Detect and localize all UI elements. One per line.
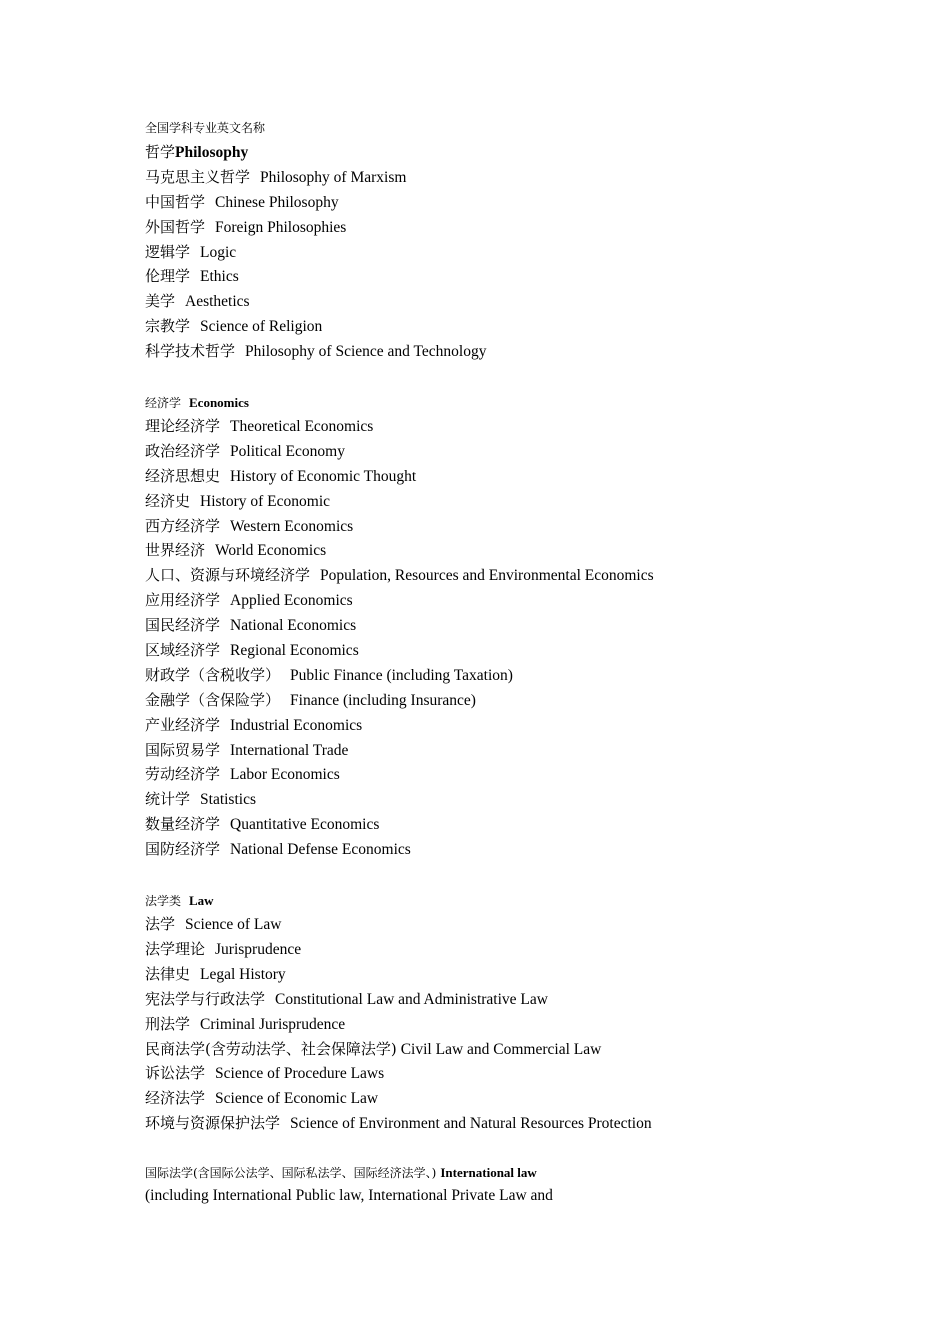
heading-cn: 国际法学(含国际公法学、国际私法学、国际经济法学、) bbox=[145, 1166, 437, 1181]
item-en: Jurisprudence bbox=[215, 940, 302, 958]
section-spacer bbox=[145, 364, 905, 392]
item-en: History of Economic bbox=[200, 492, 331, 510]
item-en: World Economics bbox=[215, 542, 327, 560]
heading-en: Law bbox=[189, 893, 214, 909]
item-en: History of Economic Thought bbox=[230, 467, 417, 485]
heading-cn: 法学类 bbox=[145, 894, 182, 909]
item-cn: 科学技术哲学 bbox=[145, 342, 236, 361]
section-philosophy bbox=[145, 140, 905, 364]
item-cn: 经济思想史 bbox=[145, 466, 221, 485]
list-item bbox=[145, 215, 905, 240]
item-cn: 产业经济学 bbox=[145, 715, 221, 734]
list-item bbox=[145, 1086, 905, 1111]
list-item bbox=[145, 613, 905, 638]
item-en: Quantitative Economics bbox=[230, 816, 380, 834]
item-cn: 统计学 bbox=[145, 790, 191, 809]
list-item bbox=[145, 339, 905, 364]
item-cn: 区域经济学 bbox=[145, 641, 221, 660]
heading-cn: 哲学 bbox=[145, 143, 176, 161]
item-cn: 法律史 bbox=[145, 964, 191, 983]
item-cn: 民商法学(含劳动法学、社会保障法学) bbox=[145, 1039, 397, 1058]
section-heading-philosophy bbox=[145, 140, 905, 165]
list-item bbox=[145, 837, 905, 862]
list-item bbox=[145, 538, 905, 563]
item-en: Constitutional Law and Administrative Law bbox=[275, 990, 548, 1008]
item-cn: 马克思主义哲学 bbox=[145, 167, 251, 186]
item-en: Legal History bbox=[200, 965, 286, 983]
item-cn: 劳动经济学 bbox=[145, 765, 221, 784]
item-cn: 外国哲学 bbox=[145, 217, 206, 236]
list-item bbox=[145, 414, 905, 439]
list-item bbox=[145, 812, 905, 837]
item-cn: 中国哲学 bbox=[145, 192, 206, 211]
section-international-law bbox=[145, 1162, 905, 1208]
document-title: 全国学科专业英文名称 bbox=[145, 121, 266, 135]
item-en: Political Economy bbox=[230, 442, 345, 460]
item-cn: 金融学（含保险学） bbox=[145, 690, 281, 709]
section-economics bbox=[145, 392, 905, 862]
heading-en: Economics bbox=[189, 395, 249, 411]
heading-en: International law bbox=[440, 1165, 537, 1181]
item-en: Philosophy of Marxism bbox=[260, 168, 407, 186]
section-spacer bbox=[145, 862, 905, 890]
list-item bbox=[145, 688, 905, 713]
item-cn: 刑法学 bbox=[145, 1014, 191, 1033]
list-item bbox=[145, 514, 905, 539]
item-en: Statistics bbox=[200, 791, 256, 809]
item-cn: 应用经济学 bbox=[145, 591, 221, 610]
list-item bbox=[145, 264, 905, 289]
item-cn: 数量经济学 bbox=[145, 815, 221, 834]
section-heading-economics bbox=[145, 392, 905, 414]
list-item bbox=[145, 240, 905, 265]
item-en: Chinese Philosophy bbox=[215, 193, 339, 211]
item-en: Science of Economic Law bbox=[215, 1090, 379, 1108]
item-cn: 逻辑学 bbox=[145, 242, 191, 261]
heading-en: Philosophy bbox=[175, 144, 249, 161]
item-en: Science of Procedure Laws bbox=[215, 1065, 385, 1083]
continuation-text: (including International Public law, International Private Law and bbox=[145, 1187, 553, 1205]
item-en: Applied Economics bbox=[230, 592, 353, 610]
document-page bbox=[145, 118, 905, 1208]
list-item bbox=[145, 464, 905, 489]
list-item bbox=[145, 713, 905, 738]
item-en: Logic bbox=[200, 243, 237, 261]
item-cn: 宗教学 bbox=[145, 317, 191, 336]
item-cn: 国际贸易学 bbox=[145, 740, 221, 759]
item-cn: 西方经济学 bbox=[145, 516, 221, 535]
item-en: National Economics bbox=[230, 617, 357, 635]
section-heading-international-law bbox=[145, 1162, 905, 1184]
item-cn: 国防经济学 bbox=[145, 840, 221, 859]
item-en: Finance (including Insurance) bbox=[290, 691, 476, 709]
item-en: Public Finance (including Taxation) bbox=[290, 666, 513, 684]
list-item bbox=[145, 289, 905, 314]
item-en: International Trade bbox=[230, 741, 349, 759]
section-law bbox=[145, 890, 905, 1136]
list-item bbox=[145, 738, 905, 763]
item-cn: 财政学（含税收学） bbox=[145, 665, 281, 684]
list-item bbox=[145, 314, 905, 339]
item-en: Regional Economics bbox=[230, 642, 359, 660]
item-en: Criminal Jurisprudence bbox=[200, 1015, 346, 1033]
list-item bbox=[145, 663, 905, 688]
list-item bbox=[145, 1037, 905, 1062]
item-en: National Defense Economics bbox=[230, 841, 411, 859]
item-cn: 人口、资源与环境经济学 bbox=[145, 566, 311, 585]
item-en: Science of Religion bbox=[200, 318, 323, 336]
item-cn: 宪法学与行政法学 bbox=[145, 989, 266, 1008]
item-en: Western Economics bbox=[230, 517, 354, 535]
item-cn: 伦理学 bbox=[145, 267, 191, 286]
item-cn: 法学理论 bbox=[145, 939, 206, 958]
item-en: Population, Resources and Environmental Economics bbox=[320, 567, 654, 585]
list-item bbox=[145, 962, 905, 987]
item-en: Labor Economics bbox=[230, 766, 340, 784]
list-item bbox=[145, 937, 905, 962]
item-cn: 诉讼法学 bbox=[145, 1064, 206, 1083]
list-item bbox=[145, 588, 905, 613]
list-item bbox=[145, 1061, 905, 1086]
list-item bbox=[145, 762, 905, 787]
item-cn: 经济史 bbox=[145, 491, 191, 510]
list-item bbox=[145, 638, 905, 663]
item-cn: 环境与资源保护法学 bbox=[145, 1114, 281, 1133]
item-cn: 经济法学 bbox=[145, 1089, 206, 1108]
section-spacer bbox=[145, 1136, 905, 1162]
item-en: Industrial Economics bbox=[230, 716, 363, 734]
list-item bbox=[145, 1012, 905, 1037]
item-cn: 世界经济 bbox=[145, 541, 206, 560]
list-item bbox=[145, 190, 905, 215]
item-cn: 国民经济学 bbox=[145, 616, 221, 635]
item-en: Aesthetics bbox=[185, 293, 250, 311]
item-cn: 法学 bbox=[145, 915, 176, 934]
item-en: Foreign Philosophies bbox=[215, 218, 347, 236]
item-cn: 理论经济学 bbox=[145, 417, 221, 436]
item-en: Theoretical Economics bbox=[230, 418, 374, 436]
item-en: Science of Environment and Natural Resources Protection bbox=[290, 1115, 652, 1133]
item-cn: 美学 bbox=[145, 292, 176, 311]
heading-cn: 经济学 bbox=[145, 396, 182, 411]
item-en: Science of Law bbox=[185, 916, 282, 934]
list-item bbox=[145, 987, 905, 1012]
list-item bbox=[145, 489, 905, 514]
list-item bbox=[145, 165, 905, 190]
list-item bbox=[145, 912, 905, 937]
list-item bbox=[145, 1111, 905, 1136]
list-item bbox=[145, 439, 905, 464]
section-heading-law bbox=[145, 890, 905, 912]
item-en: Philosophy of Science and Technology bbox=[245, 343, 487, 361]
list-item bbox=[145, 563, 905, 588]
item-en: Ethics bbox=[200, 268, 239, 286]
item-cn: 政治经济学 bbox=[145, 441, 221, 460]
list-item bbox=[145, 787, 905, 812]
item-en: Civil Law and Commercial Law bbox=[400, 1040, 602, 1058]
